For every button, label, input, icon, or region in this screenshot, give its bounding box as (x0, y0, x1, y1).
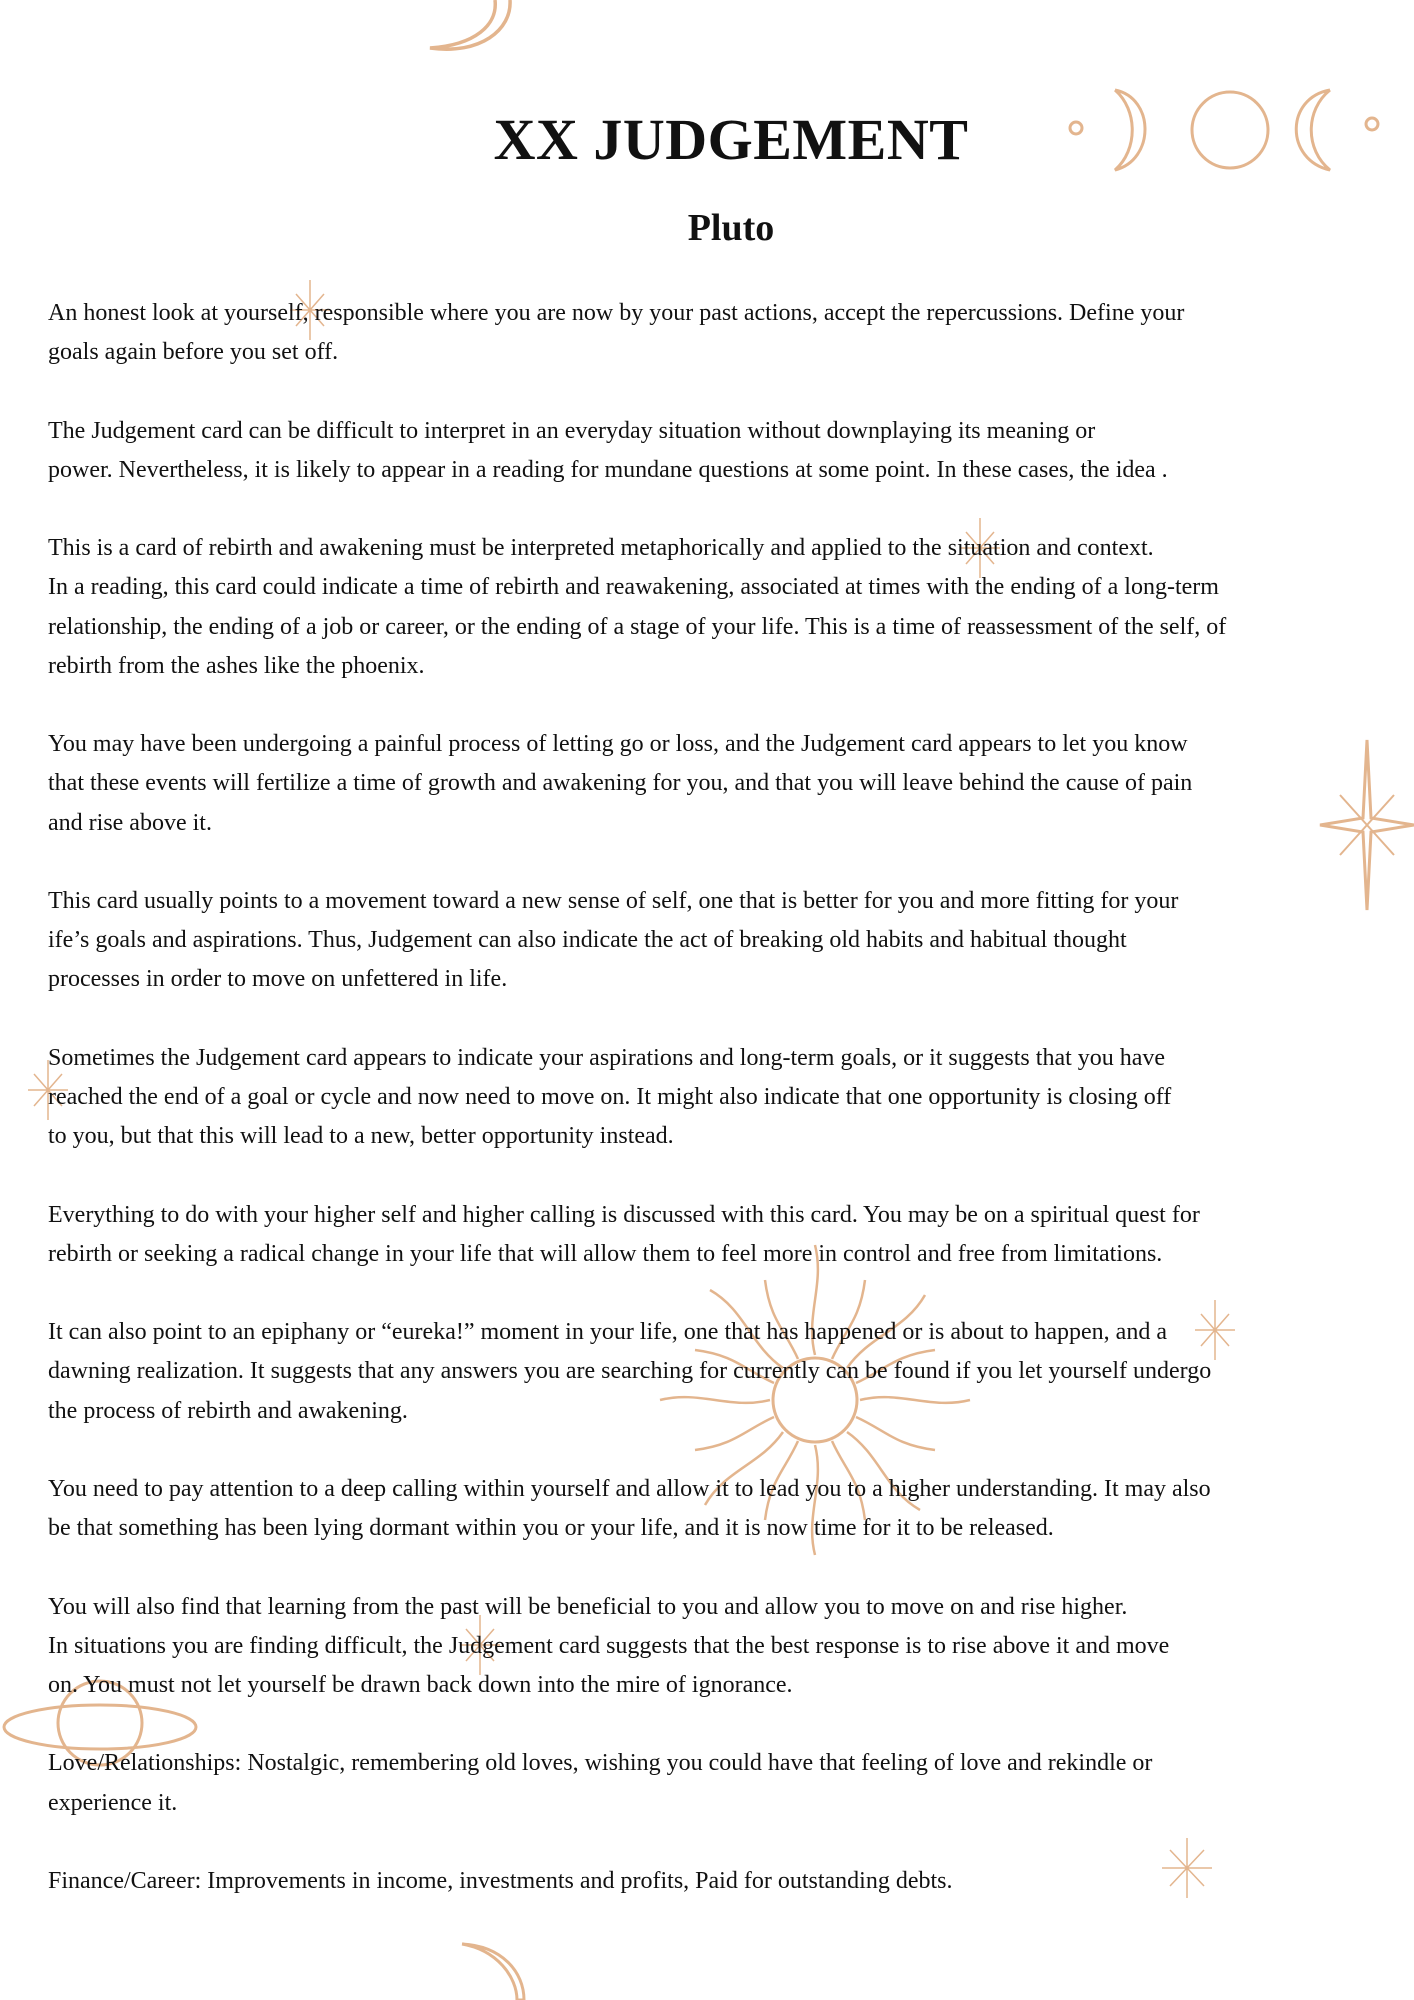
crescent-moon-icon-top (420, 0, 530, 60)
paragraph: You may have been undergoing a painful process of letting go or loss, and the Judgement card appears to let you know that these events will fertilize a time of growth and awakening for you, and that you will leave behind the cause of pain and rise above it. (48, 731, 1193, 836)
paragraph: This is a card of rebirth and awakening must be interpreted metaphorically and applied to the situation and context. In a reading, this card could indicate a time of rebirth and reawakening, associated at times with the ending of a long-term relationship, the ending of a job or career, or the ending of a stage of your life. This is a time of reassessment of the self, of rebirth from the ashes like the phoenix. (48, 535, 1227, 679)
paragraph: You need to pay attention to a deep calling within yourself and allow it to lead you to a higher understanding. It may also be that something has been lying dormant within you or your life, and it is now time for it to be released. (48, 1475, 1211, 1542)
paragraph: Everything to do with your higher self and higher calling is discussed with this card. You may be on a spiritual quest for rebirth or seeking a radical change in your life that will allow them to feel more in control and free from limitations. (48, 1201, 1200, 1267)
crescent-moon-icon-bottom (462, 1942, 532, 2000)
page-subtitle: Pluto (687, 207, 775, 249)
page-title: XX JUDGEMENT (493, 107, 969, 172)
paragraph: You will also find that learning from the past will be beneficial to you and allow you to move on and rise higher. In situations you are finding difficult, the Judgement card suggests that the best response is to rise above it and move on. You must not let yourself be drawn back down into the mire of ignorance. (48, 1593, 1170, 1698)
paragraph: The Judgement card can be difficult to interpret in an everyday situation without downplaying its meaning or power. Nevertheless, it is likely to appear in a reading for mundane questions at some point. In these cases, the idea . (48, 417, 1168, 483)
paragraph: An honest look at yourself, responsible where you are now by your past actions, accept the repercussions. Define your goals again before you set off. (48, 300, 1185, 366)
body-text (48, 294, 1388, 1940)
love-relationships-paragraph: Love/Relationships: Nostalgic, remembering old loves, wishing you could have that feeling of love and rekindle or experience it. (48, 1750, 1153, 1816)
finance-career-paragraph: Finance/Career: Improvements in income, investments and profits, Paid for outstanding debts. (48, 1867, 953, 1894)
paragraph: Sometimes the Judgement card appears to indicate your aspirations and long-term goals, or it suggests that you have reached the end of a goal or cycle and now need to move on. It might also indicate that one opportunity is closing off to you, but that this will lead to a new, better opportunity instead. (48, 1044, 1172, 1150)
paragraph: It can also point to an epiphany or “eureka!” moment in your life, one that has happened or is about to happen, and a dawning realization. It suggests that any answers you are searching for currently can be found if you let yourself undergo the process of rebirth and awakening. (48, 1319, 1212, 1424)
paragraph: This card usually points to a movement toward a new sense of self, one that is better for you and more fitting for your ife’s goals and aspirations. Thus, Judgement can also indicate the act of breaking old habits and habitual thought processes in order to move on unfettered in life. (48, 887, 1179, 993)
